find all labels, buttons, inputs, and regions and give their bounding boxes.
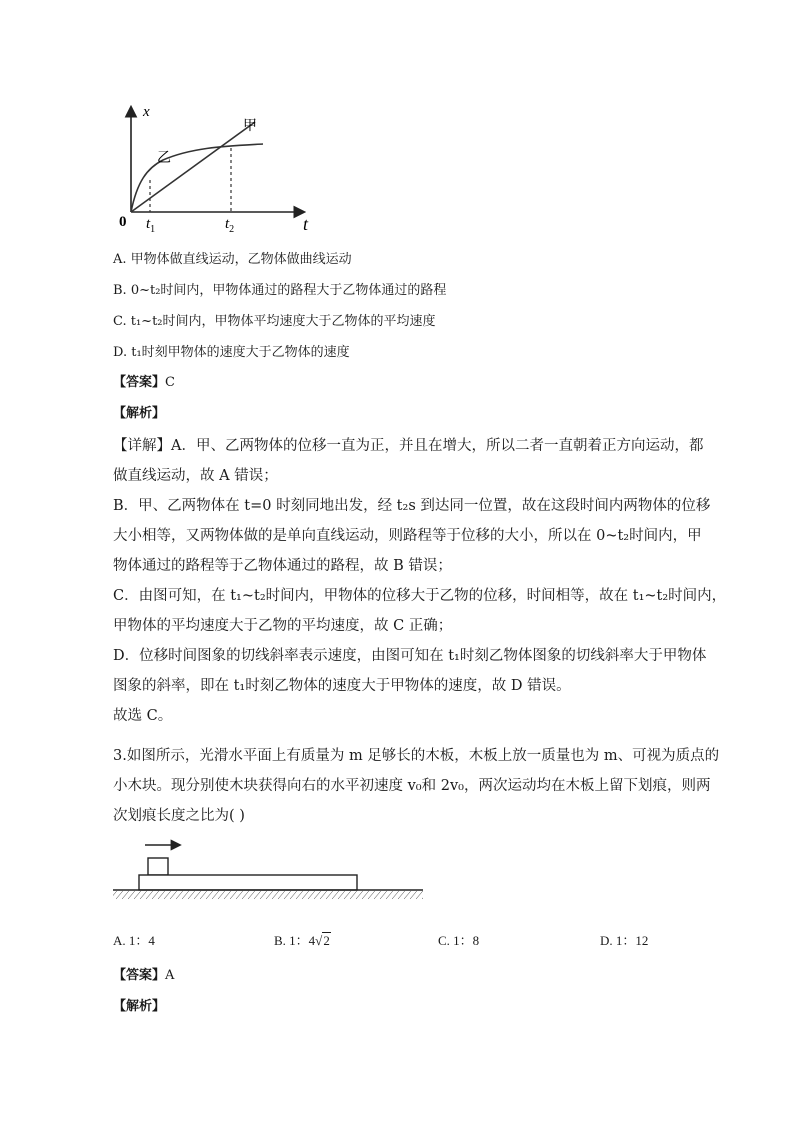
question-line: 3.如图所示，光滑水平面上有质量为 m 足够长的木板，木板上放一质量也为 m、可视为质点的 — [113, 748, 720, 764]
axis-x-label: x — [143, 104, 150, 120]
ground-hatch — [113, 891, 423, 899]
q3-option-d: D. 1：12 — [600, 933, 649, 948]
detail-paragraph — [113, 431, 727, 731]
detail-line: 大小相等，又两物体做的是单向直线运动，则路程等于位移的大小，所以在 0~t₂时间内，甲 — [113, 528, 702, 544]
answer-line-2 — [113, 966, 174, 986]
q3-option-a: A. 1：4 — [113, 933, 155, 948]
question-3 — [113, 741, 720, 831]
sqrt-symbol: √2 — [315, 933, 330, 948]
detail-line: 【详解】A．甲、乙两物体的位移一直为正，并且在增大，所以二者一直朝着正方向运动，都 — [113, 438, 704, 454]
label-jia: 甲 — [243, 118, 257, 134]
sqrt-radicand: 2 — [323, 933, 330, 948]
detail-line: 甲物体的平均速度大于乙物的平均速度，故 C 正确； — [113, 618, 453, 634]
wooden-board — [139, 875, 357, 890]
analysis-label: 【解析】 — [113, 406, 166, 421]
detail-line: D．位移时间图象的切线斜率表示速度，由图可知在 t₁时刻乙物体图象的切线斜率大于甲物体 — [113, 648, 707, 664]
option-d: D. t₁时刻甲物体的速度大于乙物体的速度 — [113, 345, 350, 360]
curve-yi — [131, 144, 263, 212]
q3-option-c: C. 1：8 — [438, 933, 480, 948]
answer-value: A — [165, 968, 175, 983]
q3-option-b — [274, 930, 331, 949]
answer-label: 【答案】 — [113, 375, 166, 390]
option-a: A. 甲物体做直线运动，乙物体做曲线运动 — [113, 252, 352, 267]
answer-label: 【答案】 — [113, 968, 166, 983]
origin-label: 0 — [119, 214, 127, 230]
answer-line-1 — [113, 373, 175, 393]
board-diagram — [113, 838, 423, 904]
detail-line: B．甲、乙两物体在 t=0 时刻同地出发，经 t₂s 到达同一位置，故在这段时间内两物体的位移 — [113, 498, 711, 514]
question-line: 次划痕长度之比为( ) — [113, 808, 245, 824]
axis-t-label: t — [303, 214, 309, 234]
detail-line: 做直线运动，故 A 错误； — [113, 468, 278, 484]
question-line: 小木块。现分别使木块获得向右的水平初速度 v₀和 2v₀，两次运动均在木板上留下划痕，则两 — [113, 778, 711, 794]
detail-line: C．由图可知，在 t₁~t₂时间内，甲物体的位移大于乙物的位移，时间相等，故在 t₁~t₂时间内， — [113, 588, 727, 604]
q3-option-b-text: B. 1：4 — [274, 933, 316, 948]
option-c: C. t₁~t₂时间内，甲物体平均速度大于乙物体的平均速度 — [113, 314, 436, 329]
t1-label: $t_1$ — [146, 216, 156, 235]
detail-line: 物体通过的路程等于乙物体通过的路程，故 B 错误； — [113, 558, 452, 574]
detail-line: 故选 C。 — [113, 708, 173, 724]
option-b: B. 0~t₂时间内，甲物体通过的路程大于乙物体通过的路程 — [113, 283, 447, 298]
answer-value: C — [165, 375, 175, 390]
small-block — [148, 858, 168, 875]
label-yi: 乙 — [157, 150, 171, 166]
analysis-label: 【解析】 — [113, 999, 166, 1014]
t2-label: $t_2$ — [225, 216, 235, 235]
detail-line: 图象的斜率，即在 t₁时刻乙物体的速度大于甲物体的速度，故 D 错误。 — [113, 678, 571, 694]
xt-graph — [113, 100, 313, 235]
